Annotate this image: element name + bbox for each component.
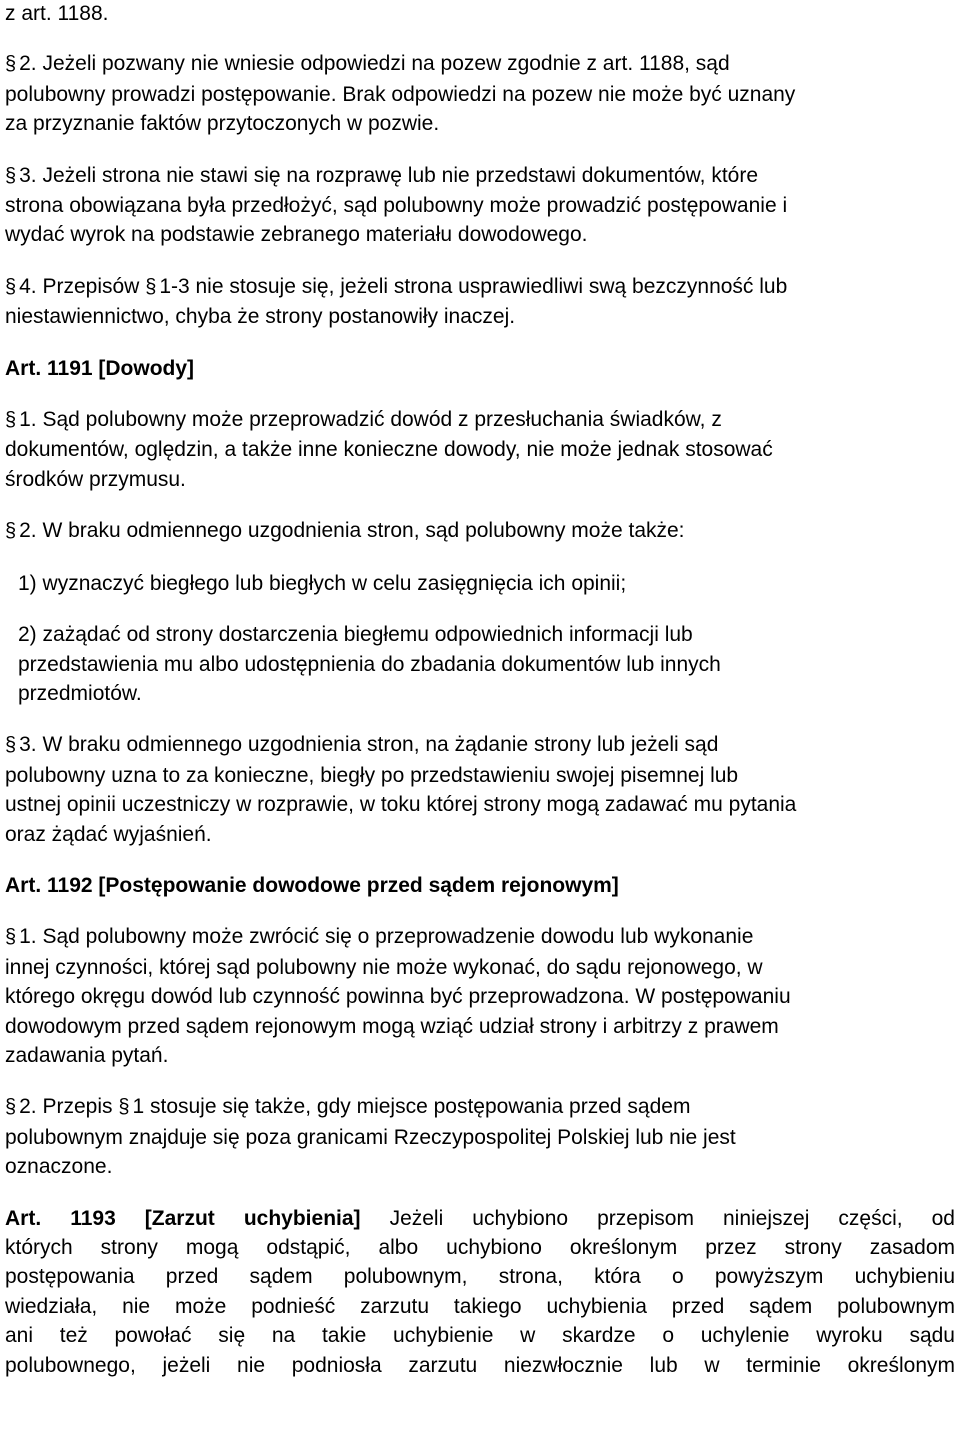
text-line: strona obowiązana była przedłożyć, sąd polubowny może prowadzić postępowanie i	[5, 194, 788, 218]
paragraph-sec-4	[5, 272, 955, 332]
text-line: 2. W braku odmiennego uzgodnienia stron, sąd polubowny może także:	[19, 519, 685, 543]
text-line: postępowania przed sądem polubownym, strona, która o powyższym uchybieniu	[5, 1265, 955, 1289]
text-line: innej czynności, której sąd polubowny nie może wykonać, do sądu rejonowego, w	[5, 955, 763, 979]
list-number: 2)	[18, 623, 37, 647]
paragraph-1192-sec-2	[5, 1092, 955, 1181]
paragraph-1191-sec-1	[5, 405, 955, 494]
paragraph-sec-2	[5, 49, 955, 138]
list-number: 1)	[18, 571, 37, 595]
section-sign: §	[5, 520, 17, 543]
paragraph-top	[5, 0, 955, 28]
article-heading-1192	[5, 871, 955, 900]
text-line: niestawiennictwo, chyba że strony postanowiły inaczej.	[5, 305, 516, 329]
section-sign: §	[5, 1096, 17, 1119]
article-1193	[5, 1204, 955, 1380]
text-fragment: 4. Przepisów	[19, 274, 140, 298]
text-line: z art. 1188.	[5, 2, 109, 25]
text-line: oraz żądać wyjaśnień.	[5, 822, 212, 846]
text-line: dokumentów, oględzin, a także inne konieczne dowody, nie może jednak stosować	[5, 438, 773, 462]
section-sign: §	[5, 409, 17, 432]
text-line: 3. W braku odmiennego uzgodnienia stron, na żądanie strony lub jeżeli sąd	[19, 733, 719, 757]
text-line: polubowny prowadzi postępowanie. Brak odpowiedzi na pozew nie może być uznany	[5, 82, 796, 106]
article-heading: Art. 1193 [Zarzut uchybienia]	[5, 1206, 361, 1230]
text-line: zażądać od strony dostarczenia biegłemu odpowiednich informacji lub	[42, 623, 693, 647]
list-item-2	[5, 620, 955, 708]
text-line: wydać wyrok na podstawie zebranego materiału dowodowego.	[5, 223, 588, 247]
paragraph-1191-sec-3	[5, 730, 955, 849]
article-heading-1191	[5, 354, 955, 383]
text-line: wiedziała, nie może podnieść zarzutu takiego uchybienia przed sądem polubownym	[5, 1294, 955, 1318]
paragraph-1192-sec-1	[5, 922, 955, 1070]
article-heading: Art. 1192 [Postępowanie dowodowe przed sądem rejonowym]	[5, 873, 619, 897]
text-line: zadawania pytań.	[5, 1043, 169, 1067]
text-line: 3. Jeżeli strona nie stawi się na rozprawę lub nie przedstawi dokumentów, które	[19, 163, 759, 187]
text-line: polubowny uzna to za konieczne, biegły po przedstawieniu swojej pisemnej lub	[5, 763, 739, 787]
section-sign: §	[5, 53, 17, 76]
text-line: 1. Sąd polubowny może zwrócić się o przeprowadzenie dowodu lub wykonanie	[19, 925, 754, 949]
text-line: którego okręgu dowód lub czynność powinna być przeprowadzona. W postępowaniu	[5, 985, 791, 1009]
text-line: środków przymusu.	[5, 467, 186, 491]
text-line: 1. Sąd polubowny może przeprowadzić dowód z przesłuchania świadków, z	[19, 408, 722, 432]
article-heading: Art. 1191 [Dowody]	[5, 356, 195, 380]
text-line: wyznaczyć biegłego lub biegłych w celu zasięgnięcia ich opinii;	[42, 571, 627, 595]
text-line: ustnej opinii uczestniczy w rozprawie, w toku której strony mogą zadawać mu pytania	[5, 793, 797, 817]
text-line: przedstawienia mu albo udostępnienia do zbadania dokumentów lub innych	[18, 652, 721, 676]
text-fragment: 2. Przepis	[19, 1095, 113, 1119]
text-line: 2. Jeżeli pozwany nie wniesie odpowiedzi na pozew zgodnie z art. 1188, sąd	[19, 52, 730, 76]
text-line: których strony mogą odstąpić, albo uchybiono określonym przez strony zasadom	[5, 1236, 955, 1259]
paragraph-sec-3	[5, 161, 955, 250]
section-sign: §	[5, 734, 17, 757]
text-line: przedmiotów.	[18, 681, 142, 705]
text-fragment: 1-3 nie stosuje się, jeżeli strona usprawiedliwi swą bezczynność lub	[159, 274, 788, 298]
section-sign: §	[145, 275, 157, 298]
text-line: dowodowym przed sądem rejonowym mogą wziąć udział strony i arbitrzy z prawem	[5, 1014, 779, 1038]
text-line: polubownego, jeżeli nie podniosła zarzutu niezwłocznie lub w terminie określonym	[5, 1353, 955, 1377]
text-fragment: 1 stosuje się także, gdy miejsce postępowania przed sądem	[132, 1095, 691, 1119]
section-sign: §	[118, 1096, 130, 1119]
section-sign: §	[5, 275, 17, 298]
text-line: oznaczone.	[5, 1155, 113, 1179]
text-line: Jeżeli uchybiono przepisom niniejszej części, od	[389, 1206, 955, 1230]
section-sign: §	[5, 926, 17, 949]
list-item-1	[5, 569, 955, 598]
section-sign: §	[5, 164, 17, 187]
text-line: za przyznanie faktów przytoczonych w pozwie.	[5, 112, 440, 136]
text-line: polubownym znajduje się poza granicami Rzeczypospolitej Polskiej lub nie jest	[5, 1125, 736, 1149]
text-line: ani też powołać się na takie uchybienie w skardze o uchylenie wyroku sądu	[5, 1324, 955, 1348]
paragraph-1191-sec-2	[5, 516, 955, 546]
